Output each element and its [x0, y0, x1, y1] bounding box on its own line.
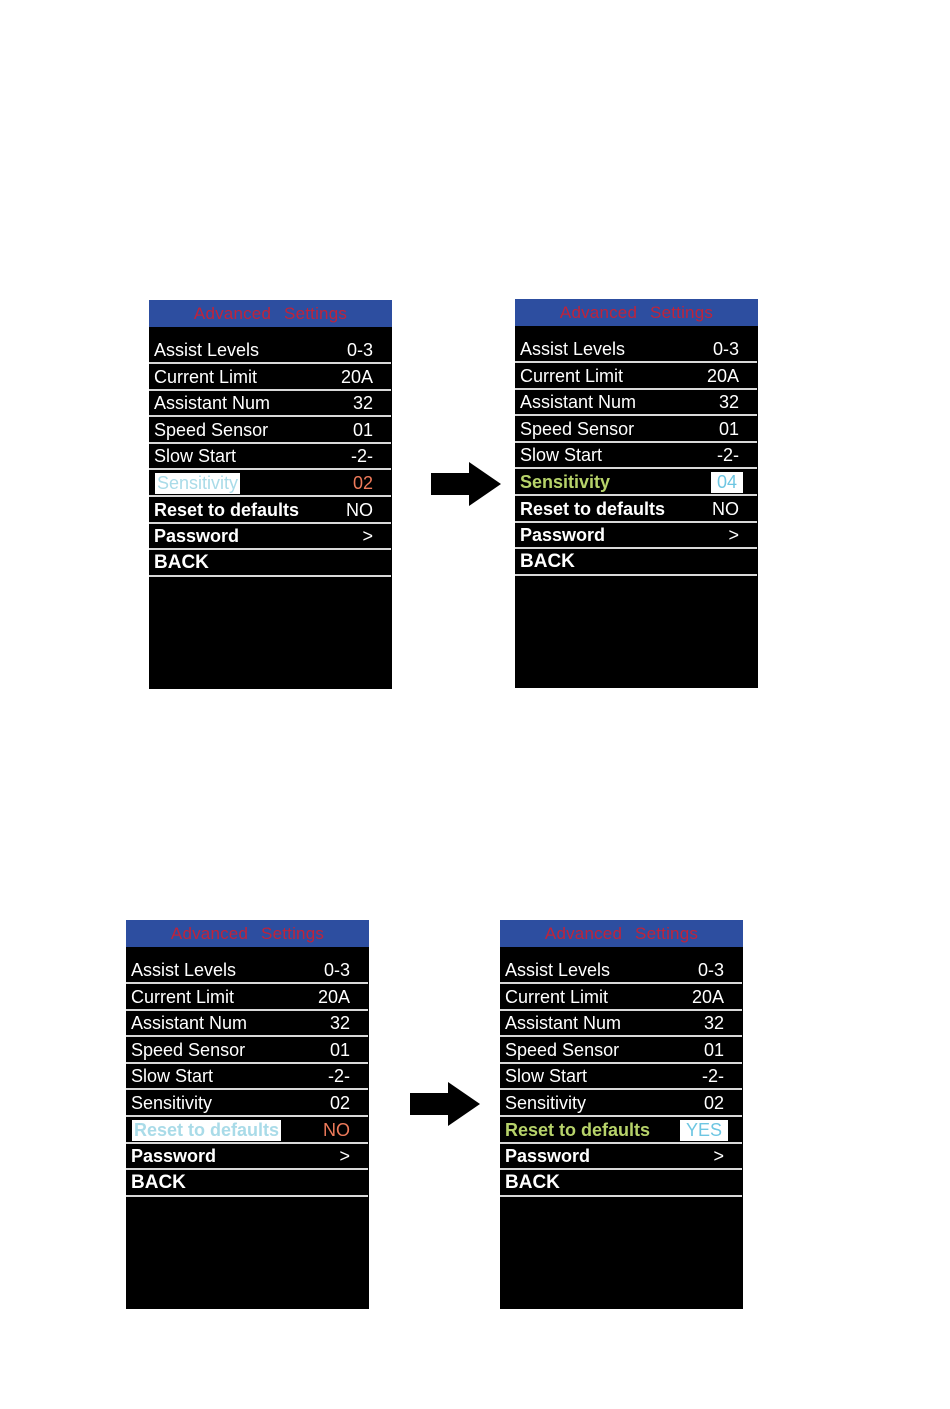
menu-item-value: -2- [351, 446, 373, 467]
menu-item-reset-to-defaults[interactable] [515, 496, 757, 523]
settings-screen-3 [126, 920, 369, 1309]
menu-item-label: Speed Sensor [154, 419, 269, 440]
menu-item-sensitivity[interactable] [149, 470, 391, 497]
chevron-right-icon: > [713, 1146, 724, 1167]
menu-item-value: 20A [340, 366, 373, 387]
menu-item-label: Slow Start [505, 1066, 588, 1087]
menu-item-label: Speed Sensor [505, 1039, 620, 1060]
menu-item-assistant-num[interactable] [149, 391, 391, 418]
menu-item-value: 32 [718, 392, 739, 413]
menu-item-value: 0-3 [697, 960, 724, 980]
menu-item-value: NO [712, 498, 739, 519]
menu-item-password[interactable] [500, 1144, 742, 1171]
settings-menu [126, 947, 369, 1197]
menu-item-value: -2- [702, 1066, 724, 1087]
right-arrow-icon [431, 462, 501, 506]
menu-item-back[interactable] [515, 549, 757, 576]
settings-menu [149, 327, 392, 577]
menu-item-label: Sensitivity [131, 1092, 213, 1113]
menu-item-slow-start[interactable] [126, 1064, 368, 1091]
menu-item-label: Slow Start [520, 445, 603, 466]
menu-item-label: Assist Levels [154, 340, 260, 360]
menu-item-sensitivity[interactable] [126, 1090, 368, 1117]
settings-menu [500, 947, 743, 1197]
menu-item-label: Current Limit [131, 986, 235, 1007]
menu-item-value: -2- [328, 1066, 350, 1087]
settings-screen-2 [515, 299, 758, 688]
menu-item-label: Password [154, 526, 240, 547]
menu-item-assistant-num[interactable] [126, 1011, 368, 1038]
menu-item-value[interactable]: YES [680, 1120, 728, 1141]
menu-item-slow-start[interactable] [149, 444, 391, 471]
menu-item-speed-sensor[interactable] [500, 1037, 742, 1064]
menu-item-current-limit[interactable] [515, 363, 757, 390]
screen-title: Advanced Settings [515, 299, 758, 326]
menu-item-value: 01 [718, 418, 739, 439]
settings-menu [515, 326, 758, 576]
right-arrow-icon [410, 1082, 480, 1126]
menu-item-label: Current Limit [505, 986, 609, 1007]
menu-item-sensitivity[interactable] [515, 469, 757, 496]
menu-item-back[interactable] [126, 1170, 368, 1197]
menu-item-label: Slow Start [154, 446, 237, 467]
menu-item-assistant-num[interactable] [500, 1011, 742, 1038]
menu-item-value: 32 [703, 1013, 724, 1034]
menu-item-label: Assist Levels [520, 339, 626, 359]
menu-item-label: BACK [131, 1171, 186, 1193]
menu-item-label: Sensitivity [505, 1092, 587, 1113]
menu-item-speed-sensor[interactable] [149, 417, 391, 444]
menu-item-label: Speed Sensor [131, 1039, 246, 1060]
menu-item-assist-levels[interactable] [149, 327, 391, 364]
menu-item-label: Assist Levels [505, 960, 611, 980]
menu-item-value: 0-3 [323, 960, 350, 980]
menu-item-label: Slow Start [131, 1066, 214, 1087]
screen-title: Advanced Settings [500, 920, 743, 947]
menu-item-value: 32 [329, 1013, 350, 1034]
chevron-right-icon: > [728, 525, 739, 546]
menu-item-speed-sensor[interactable] [515, 416, 757, 443]
settings-screen-4 [500, 920, 743, 1309]
menu-item-value: 02 [329, 1092, 350, 1113]
menu-item-value: 20A [317, 986, 350, 1007]
menu-item-label: Reset to defaults [520, 498, 666, 519]
menu-item-label: Speed Sensor [520, 418, 635, 439]
menu-item-label: Password [505, 1146, 591, 1167]
menu-item-label: Reset to defaults [505, 1119, 651, 1140]
menu-item-value: 02 [703, 1092, 724, 1113]
menu-item-value: 20A [691, 986, 724, 1007]
menu-item-reset-to-defaults[interactable] [149, 497, 391, 524]
menu-item-label: Assistant Num [505, 1013, 622, 1034]
menu-item-slow-start[interactable] [500, 1064, 742, 1091]
menu-item-value: -2- [717, 445, 739, 466]
screen-title: Advanced Settings [126, 920, 369, 947]
menu-item-password[interactable] [515, 523, 757, 550]
menu-item-value: 02 [352, 472, 373, 493]
menu-item-label: Reset to defaults [134, 1119, 280, 1140]
menu-item-reset-to-defaults[interactable] [500, 1117, 742, 1144]
menu-item-label: Reset to defaults [154, 499, 300, 520]
menu-item-speed-sensor[interactable] [126, 1037, 368, 1064]
menu-item-back[interactable] [149, 550, 391, 577]
menu-item-label: BACK [154, 551, 209, 573]
menu-item-current-limit[interactable] [149, 364, 391, 391]
menu-item-sensitivity[interactable] [500, 1090, 742, 1117]
menu-item-label: Password [131, 1146, 217, 1167]
menu-item-label: Assistant Num [131, 1013, 248, 1034]
settings-screen-1 [149, 300, 392, 689]
menu-item-label: BACK [505, 1171, 560, 1193]
menu-item-label: Assistant Num [154, 393, 271, 414]
chevron-right-icon: > [339, 1146, 350, 1167]
menu-item-assistant-num[interactable] [515, 390, 757, 417]
menu-item-value: 01 [703, 1039, 724, 1060]
menu-item-label: Password [520, 525, 606, 546]
menu-item-current-limit[interactable] [126, 984, 368, 1011]
menu-item-back[interactable] [500, 1170, 742, 1197]
menu-item-label: Sensitivity [157, 472, 239, 493]
menu-item-value: 01 [329, 1039, 350, 1060]
menu-item-assist-levels[interactable] [515, 326, 757, 363]
menu-item-current-limit[interactable] [500, 984, 742, 1011]
menu-item-value: NO [323, 1119, 350, 1140]
menu-item-value: 0-3 [346, 340, 373, 360]
menu-item-assist-levels[interactable] [500, 947, 742, 984]
screen-title: Advanced Settings [149, 300, 392, 327]
chevron-right-icon: > [362, 526, 373, 547]
menu-item-label: Current Limit [154, 366, 258, 387]
menu-item-slow-start[interactable] [515, 443, 757, 470]
menu-item-value: 20A [706, 365, 739, 386]
menu-item-password[interactable] [126, 1144, 368, 1171]
menu-item-value[interactable]: 04 [711, 472, 743, 493]
menu-item-value: 32 [352, 393, 373, 414]
menu-item-label: Sensitivity [520, 471, 611, 492]
menu-item-reset-to-defaults[interactable] [126, 1117, 368, 1144]
menu-item-label: Current Limit [520, 365, 624, 386]
menu-item-label: Assistant Num [520, 392, 637, 413]
menu-item-value: 01 [352, 419, 373, 440]
menu-item-password[interactable] [149, 524, 391, 551]
menu-item-label: Assist Levels [131, 960, 237, 980]
menu-item-assist-levels[interactable] [126, 947, 368, 984]
menu-item-label: BACK [520, 550, 575, 572]
menu-item-value: NO [346, 499, 373, 520]
menu-item-value: 0-3 [712, 339, 739, 359]
